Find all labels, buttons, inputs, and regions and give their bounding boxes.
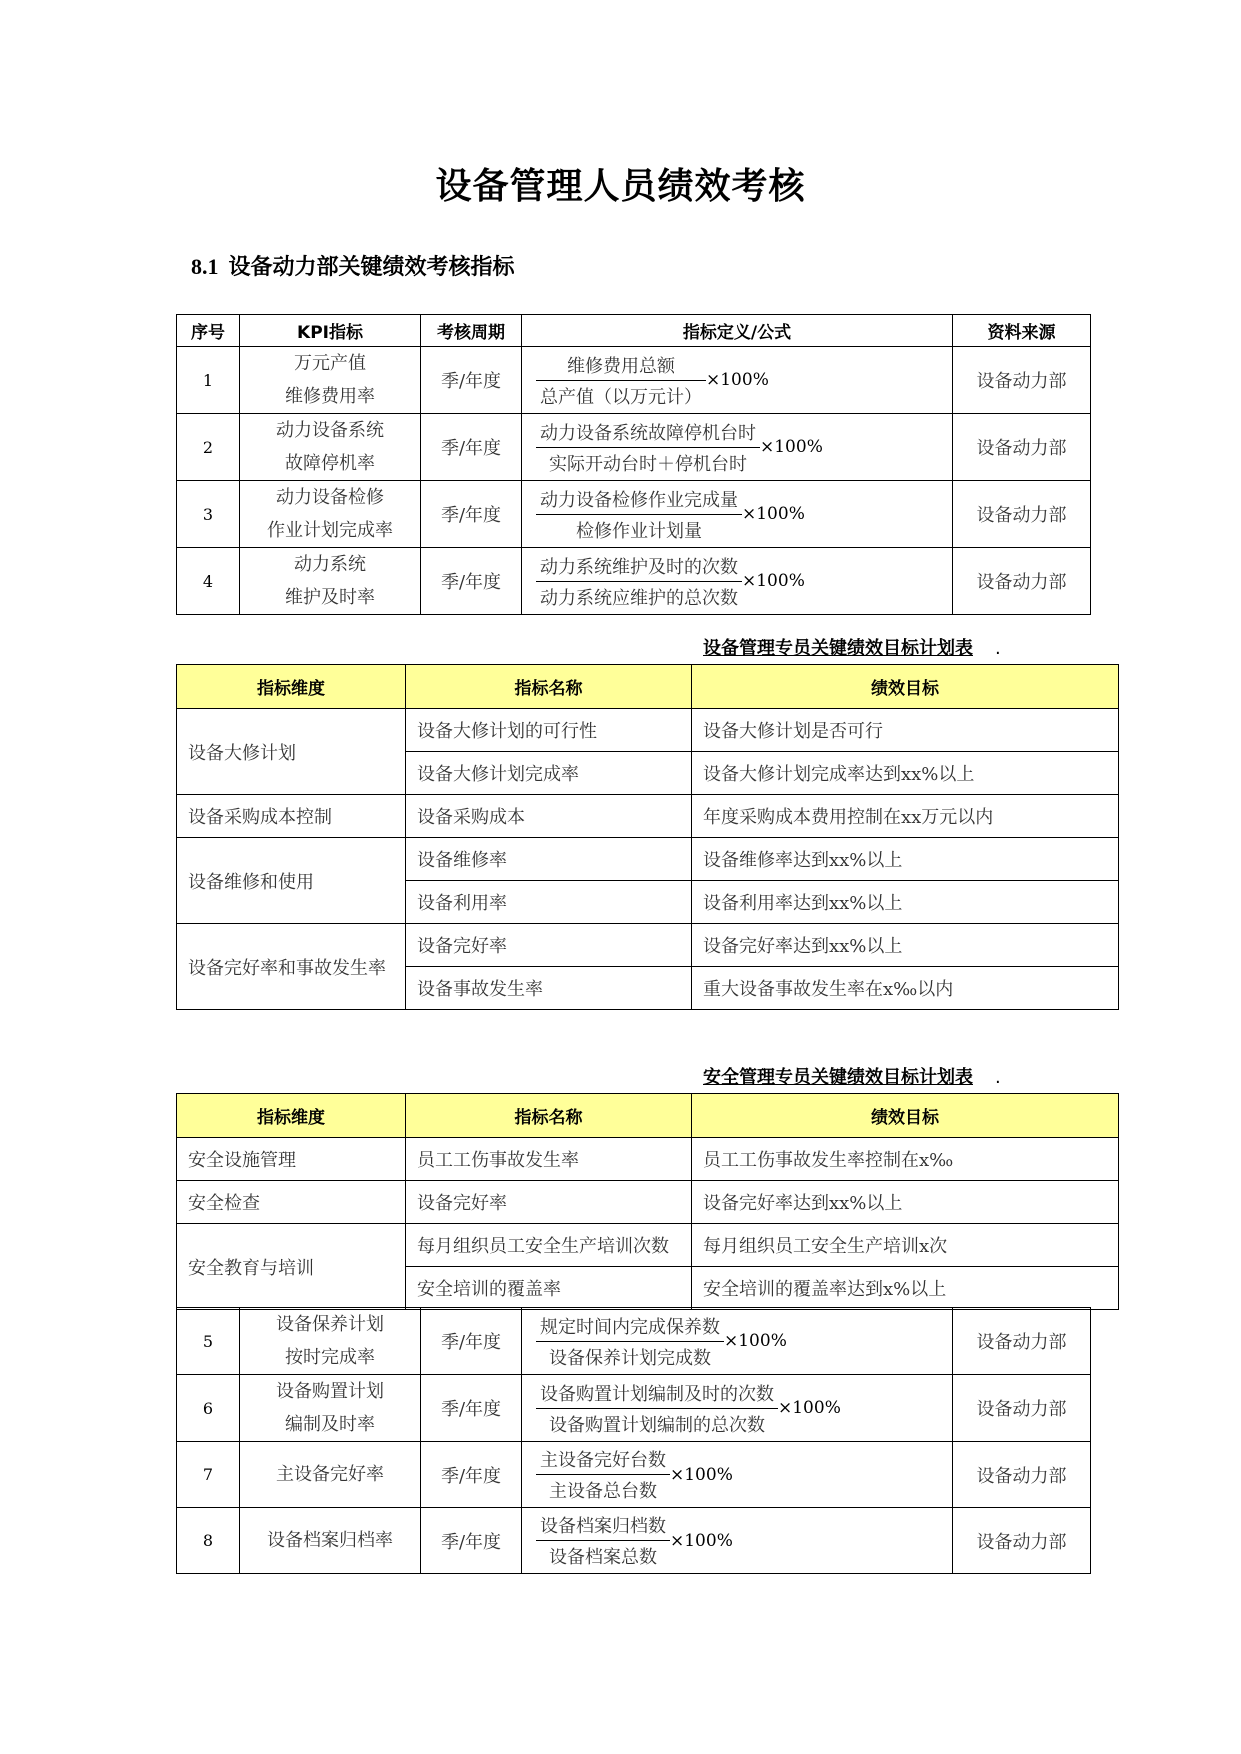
kpi-seq: 1 bbox=[177, 347, 240, 414]
plan-header-name: 指标名称 bbox=[406, 665, 692, 709]
kpi-row bbox=[177, 1308, 1091, 1375]
formula-denominator: 总产值（以万元计） bbox=[540, 386, 702, 408]
plan-indicator-name: 设备维修率 bbox=[406, 838, 692, 881]
formula-multiplier: ×100% bbox=[742, 504, 805, 524]
kpi-name-line2: 按时完成率 bbox=[285, 1347, 375, 1368]
kpi-seq: 6 bbox=[177, 1375, 240, 1442]
plan-header-dimension: 指标维度 bbox=[177, 665, 406, 709]
plan-header-target: 绩效目标 bbox=[692, 665, 1119, 709]
kpi-formula bbox=[522, 414, 953, 481]
kpi-period: 季/年度 bbox=[421, 414, 522, 481]
plan-indicator-name: 安全培训的覆盖率 bbox=[406, 1267, 692, 1310]
kpi-name-line1: 动力设备系统 bbox=[276, 420, 384, 441]
plan-caption-equipment bbox=[703, 634, 1001, 660]
kpi-seq: 2 bbox=[177, 414, 240, 481]
formula-numerator: 动力设备检修作业完成量 bbox=[536, 486, 742, 515]
plan-row bbox=[177, 1138, 1119, 1181]
formula-numerator: 主设备完好台数 bbox=[536, 1446, 670, 1475]
kpi-name-line1: 万元产值 bbox=[294, 353, 366, 374]
formula-fraction bbox=[536, 1313, 724, 1370]
plan-header-name: 指标名称 bbox=[406, 1094, 692, 1138]
kpi-name-line2: 编制及时率 bbox=[285, 1414, 375, 1435]
kpi-period: 季/年度 bbox=[421, 1442, 522, 1508]
plan-dimension: 设备大修计划 bbox=[177, 709, 406, 795]
kpi-name-line1: 主设备完好率 bbox=[276, 1464, 384, 1485]
kpi-name-line1: 动力设备检修 bbox=[276, 487, 384, 508]
formula-denominator: 检修作业计划量 bbox=[576, 520, 702, 542]
formula-multiplier: ×100% bbox=[670, 1530, 733, 1551]
kpi-name-line1: 设备保养计划 bbox=[276, 1314, 384, 1335]
plan-table-safety bbox=[176, 1093, 1119, 1310]
kpi-seq: 4 bbox=[177, 548, 240, 615]
plan-target: 员工工伤事故发生率控制在x‰ bbox=[692, 1138, 1119, 1181]
plan-row bbox=[177, 795, 1119, 838]
formula-multiplier: ×100% bbox=[706, 370, 769, 390]
plan-target: 每月组织员工安全生产培训x次 bbox=[692, 1224, 1119, 1267]
plan-indicator-name: 设备利用率 bbox=[406, 881, 692, 924]
plan-header-target: 绩效目标 bbox=[692, 1094, 1119, 1138]
kpi-header-period: 考核周期 bbox=[421, 315, 522, 347]
kpi-name-line1: 动力系统 bbox=[294, 554, 366, 575]
kpi-name-line2: 作业计划完成率 bbox=[267, 520, 393, 541]
kpi-period: 季/年度 bbox=[421, 1308, 522, 1375]
kpi-row bbox=[177, 1442, 1091, 1508]
plan-dimension: 安全教育与培训 bbox=[177, 1224, 406, 1310]
plan-header-row bbox=[177, 1094, 1119, 1138]
caption-dot: . bbox=[995, 1067, 1001, 1088]
formula-multiplier: ×100% bbox=[760, 437, 823, 457]
kpi-header-seq: 序号 bbox=[177, 315, 240, 347]
plan-row bbox=[177, 1181, 1119, 1224]
plan-caption-text: 设备管理专员关键绩效目标计划表 bbox=[703, 638, 973, 659]
plan-target: 设备利用率达到xx%以上 bbox=[692, 881, 1119, 924]
kpi-header-formula: 指标定义/公式 bbox=[522, 315, 953, 347]
kpi-row bbox=[177, 1375, 1091, 1442]
formula-denominator: 设备保养计划完成数 bbox=[549, 1347, 711, 1369]
kpi-period: 季/年度 bbox=[421, 481, 522, 548]
formula-fraction bbox=[536, 486, 742, 543]
kpi-row bbox=[177, 548, 1091, 615]
kpi-name bbox=[240, 548, 421, 615]
formula-numerator: 规定时间内完成保养数 bbox=[536, 1313, 724, 1342]
plan-target: 设备大修计划完成率达到xx%以上 bbox=[692, 752, 1119, 795]
formula-multiplier: ×100% bbox=[724, 1331, 787, 1351]
kpi-name bbox=[240, 347, 421, 414]
plan-row bbox=[177, 709, 1119, 752]
formula-fraction bbox=[536, 1512, 670, 1569]
formula-fraction bbox=[536, 419, 760, 476]
section-title bbox=[191, 250, 515, 281]
plan-indicator-name: 设备完好率 bbox=[406, 1181, 692, 1224]
kpi-name bbox=[240, 481, 421, 548]
plan-caption-text: 安全管理专员关键绩效目标计划表 bbox=[703, 1067, 973, 1088]
kpi-name bbox=[240, 1375, 421, 1442]
plan-row bbox=[177, 924, 1119, 967]
kpi-source: 设备动力部 bbox=[953, 1508, 1091, 1574]
formula-denominator: 实际开动台时＋停机台时 bbox=[549, 453, 747, 475]
kpi-formula bbox=[522, 481, 953, 548]
plan-dimension: 设备完好率和事故发生率 bbox=[177, 924, 406, 1010]
kpi-source: 设备动力部 bbox=[953, 414, 1091, 481]
formula-denominator: 设备档案总数 bbox=[549, 1547, 657, 1568]
kpi-name-line2: 故障停机率 bbox=[285, 453, 375, 474]
plan-indicator-name: 设备完好率 bbox=[406, 924, 692, 967]
section-number: 8.1 bbox=[191, 254, 219, 279]
kpi-row bbox=[177, 481, 1091, 548]
kpi-header-row bbox=[177, 315, 1091, 347]
kpi-period: 季/年度 bbox=[421, 1508, 522, 1574]
plan-dimension: 设备维修和使用 bbox=[177, 838, 406, 924]
kpi-row bbox=[177, 414, 1091, 481]
kpi-formula bbox=[522, 347, 953, 414]
kpi-row bbox=[177, 347, 1091, 414]
kpi-name-line1: 设备购置计划 bbox=[276, 1381, 384, 1402]
kpi-period: 季/年度 bbox=[421, 347, 522, 414]
formula-fraction bbox=[536, 1380, 778, 1437]
plan-dimension: 设备采购成本控制 bbox=[177, 795, 406, 838]
kpi-source: 设备动力部 bbox=[953, 548, 1091, 615]
plan-target: 设备大修计划是否可行 bbox=[692, 709, 1119, 752]
plan-target: 年度采购成本费用控制在xx万元以内 bbox=[692, 795, 1119, 838]
plan-target: 安全培训的覆盖率达到x%以上 bbox=[692, 1267, 1119, 1310]
plan-table-equipment bbox=[176, 664, 1119, 1010]
page-title: 设备管理人员绩效考核 bbox=[435, 166, 806, 207]
formula-multiplier: ×100% bbox=[778, 1398, 841, 1418]
plan-target: 设备完好率达到xx%以上 bbox=[692, 1181, 1119, 1224]
kpi-formula bbox=[522, 1442, 953, 1508]
plan-indicator-name: 员工工伤事故发生率 bbox=[406, 1138, 692, 1181]
formula-denominator: 主设备总台数 bbox=[549, 1481, 657, 1502]
plan-indicator-name: 设备大修计划完成率 bbox=[406, 752, 692, 795]
plan-header-dimension: 指标维度 bbox=[177, 1094, 406, 1138]
kpi-period: 季/年度 bbox=[421, 1375, 522, 1442]
formula-denominator: 设备购置计划编制的总次数 bbox=[549, 1414, 765, 1436]
formula-numerator: 维修费用总额 bbox=[536, 352, 706, 381]
plan-header-row bbox=[177, 665, 1119, 709]
kpi-name-line1: 设备档案归档率 bbox=[267, 1530, 393, 1551]
formula-denominator: 动力系统应维护的总次数 bbox=[540, 587, 738, 609]
kpi-name bbox=[240, 1508, 421, 1574]
plan-target: 设备完好率达到xx%以上 bbox=[692, 924, 1119, 967]
kpi-seq: 5 bbox=[177, 1308, 240, 1375]
kpi-formula bbox=[522, 1375, 953, 1442]
kpi-name-line2: 维护及时率 bbox=[285, 587, 375, 608]
plan-indicator-name: 设备事故发生率 bbox=[406, 967, 692, 1010]
kpi-period: 季/年度 bbox=[421, 548, 522, 615]
kpi-name bbox=[240, 414, 421, 481]
kpi-source: 设备动力部 bbox=[953, 481, 1091, 548]
plan-indicator-name: 设备采购成本 bbox=[406, 795, 692, 838]
kpi-formula bbox=[522, 548, 953, 615]
formula-numerator: 动力系统维护及时的次数 bbox=[536, 553, 742, 582]
kpi-row bbox=[177, 1508, 1091, 1574]
section-heading: 设备动力部关键绩效考核指标 bbox=[228, 255, 515, 280]
plan-dimension: 安全检查 bbox=[177, 1181, 406, 1224]
plan-row bbox=[177, 838, 1119, 881]
plan-dimension: 安全设施管理 bbox=[177, 1138, 406, 1181]
kpi-formula bbox=[522, 1308, 953, 1375]
formula-multiplier: ×100% bbox=[742, 571, 805, 591]
formula-numerator: 设备购置计划编制及时的次数 bbox=[536, 1380, 778, 1409]
kpi-name-line2: 维修费用率 bbox=[285, 386, 375, 407]
kpi-header-source: 资料来源 bbox=[953, 315, 1091, 347]
kpi-header-name: KPI指标 bbox=[240, 315, 421, 347]
plan-indicator-name: 每月组织员工安全生产培训次数 bbox=[406, 1224, 692, 1267]
plan-caption-safety bbox=[703, 1063, 1001, 1089]
kpi-source: 设备动力部 bbox=[953, 1375, 1091, 1442]
kpi-source: 设备动力部 bbox=[953, 1442, 1091, 1508]
kpi-seq: 8 bbox=[177, 1508, 240, 1574]
kpi-source: 设备动力部 bbox=[953, 1308, 1091, 1375]
caption-dot: . bbox=[995, 638, 1001, 659]
formula-numerator: 动力设备系统故障停机台时 bbox=[536, 419, 760, 448]
kpi-source: 设备动力部 bbox=[953, 347, 1091, 414]
plan-row bbox=[177, 1224, 1119, 1267]
kpi-table-2 bbox=[176, 1307, 1091, 1574]
formula-numerator: 设备档案归档数 bbox=[536, 1512, 670, 1541]
formula-fraction bbox=[536, 553, 742, 610]
kpi-seq: 3 bbox=[177, 481, 240, 548]
formula-multiplier: ×100% bbox=[670, 1464, 733, 1485]
plan-target: 重大设备事故发生率在x‰以内 bbox=[692, 967, 1119, 1010]
kpi-seq: 7 bbox=[177, 1442, 240, 1508]
kpi-table-1 bbox=[176, 314, 1091, 615]
formula-fraction bbox=[536, 1446, 670, 1503]
plan-indicator-name: 设备大修计划的可行性 bbox=[406, 709, 692, 752]
kpi-name bbox=[240, 1308, 421, 1375]
kpi-name bbox=[240, 1442, 421, 1508]
plan-target: 设备维修率达到xx%以上 bbox=[692, 838, 1119, 881]
formula-fraction bbox=[536, 352, 706, 409]
kpi-formula bbox=[522, 1508, 953, 1574]
